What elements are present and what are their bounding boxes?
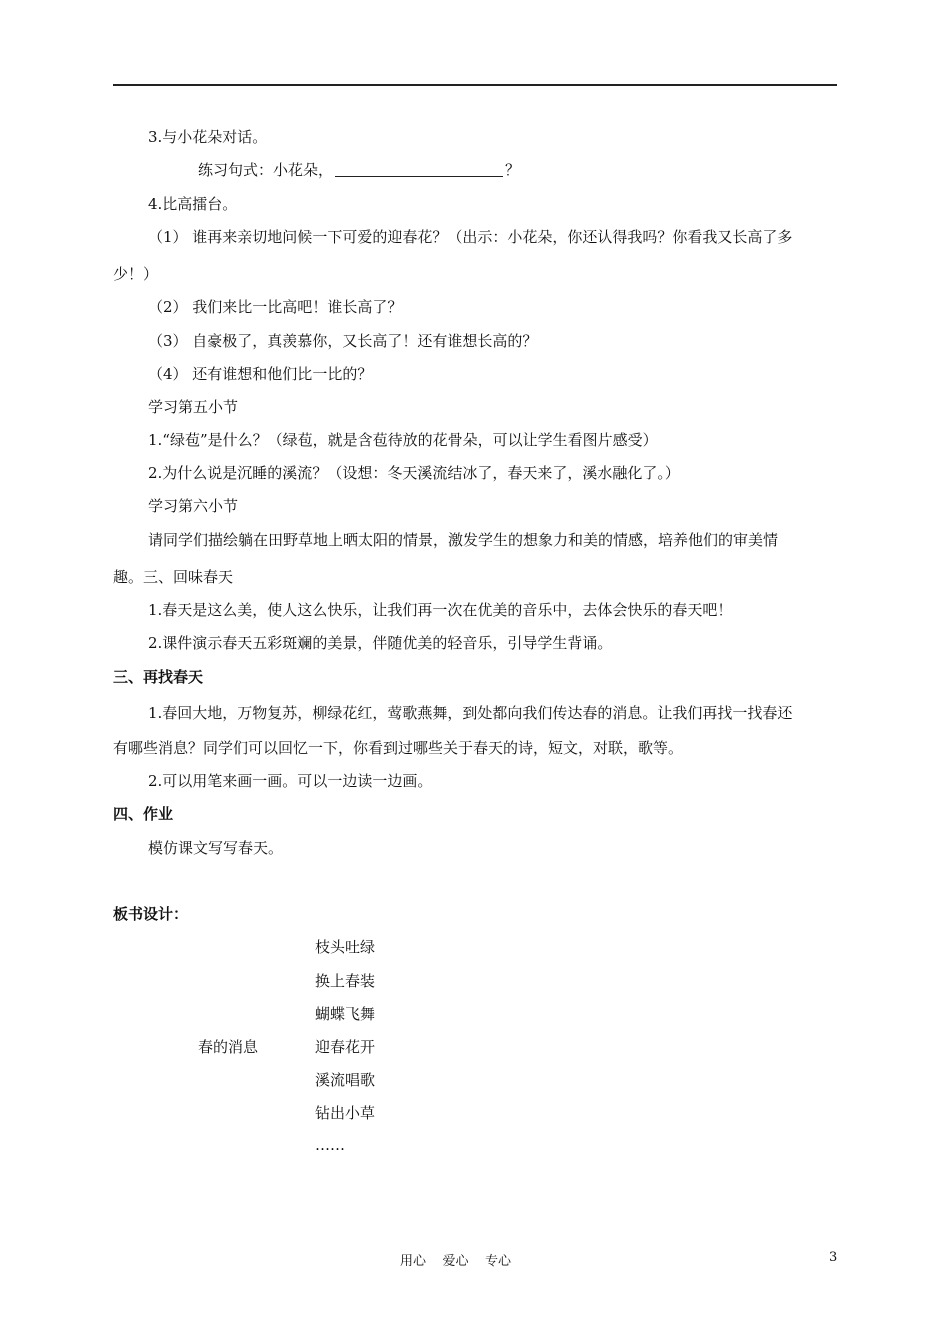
section-3-item-2: 2.可以用笔来画一画。可以一边读一边画。	[148, 772, 433, 790]
board-item: 迎春花开	[315, 1038, 376, 1056]
practice-sentence	[198, 160, 520, 180]
section-4-item: 模仿课文写写春天。	[148, 839, 284, 857]
board-item: 蝴蝶飞舞	[315, 1005, 376, 1023]
page-number: 3	[829, 1250, 838, 1265]
board-item-ellipsis: ……	[315, 1136, 345, 1154]
section-3-heading: 三、再找春天	[113, 668, 204, 686]
board-item: 换上春装	[315, 972, 376, 990]
practice-prefix: 练习句式：小花朵，	[198, 161, 334, 179]
recall-item-1: 1.春天是这么美，使人这么快乐，让我们再一次在优美的音乐中，去体会快乐的春天吧！	[148, 601, 733, 619]
board-item: 溪流唱歌	[315, 1071, 376, 1089]
section-3-item-1-line-2: 有哪些消息？同学们可以回忆一下，你看到过哪些关于春天的诗，短文，对联，歌等。	[113, 739, 684, 757]
section-3-item-1-line-1: 1.春回大地，万物复苏，柳绿花红，莺歌燕舞，到处都向我们传达春的消息。让我们再找一找春还	[148, 704, 793, 722]
question-2: （2） 我们来比一比高吧！谁长高了？	[148, 298, 403, 316]
board-heading: 板书设计：	[113, 905, 189, 923]
footer-motto: 用心 爱心 专心	[400, 1254, 512, 1269]
study-5-item-1: 1.“绿苞”是什么？（绿苞，就是含苞待放的花骨朵，可以让学生看图片感受）	[148, 431, 658, 449]
board-center: 春的消息	[198, 1038, 259, 1056]
fill-blank	[335, 162, 503, 177]
study-6-line-2: 趣。三、回味春天	[113, 568, 234, 586]
section-4-heading: 四、作业	[113, 805, 174, 823]
recall-item-2: 2.课件演示春天五彩斑斓的美景，伴随优美的轻音乐，引导学生背诵。	[148, 634, 613, 652]
question-1-line-1: （1） 谁再来亲切地问候一下可爱的迎春花？（出示：小花朵，你还认得我吗？你看我又长高了多	[148, 228, 793, 246]
question-4: （4） 还有谁想和他们比一比的？	[148, 365, 373, 383]
question-1-line-2: 少！）	[113, 265, 159, 283]
header-rule	[113, 84, 837, 86]
question-3: （3） 自豪极了，真羡慕你，又长高了！还有谁想长高的？	[148, 332, 538, 350]
item-3: 3.与小花朵对话。	[148, 128, 268, 146]
board-item: 枝头吐绿	[315, 938, 376, 956]
study-5-title: 学习第五小节	[148, 398, 239, 416]
practice-suffix: ？	[505, 161, 521, 179]
study-6-title: 学习第六小节	[148, 497, 239, 515]
item-4: 4.比高擂台。	[148, 195, 238, 213]
board-item: 钻出小草	[315, 1104, 376, 1122]
study-6-line-1: 请同学们描绘躺在田野草地上晒太阳的情景，激发学生的想象力和美的情感，培养他们的审美情	[148, 531, 779, 549]
study-5-item-2: 2.为什么说是沉睡的溪流？（设想：冬天溪流结冰了，春天来了，溪水融化了。）	[148, 464, 680, 482]
